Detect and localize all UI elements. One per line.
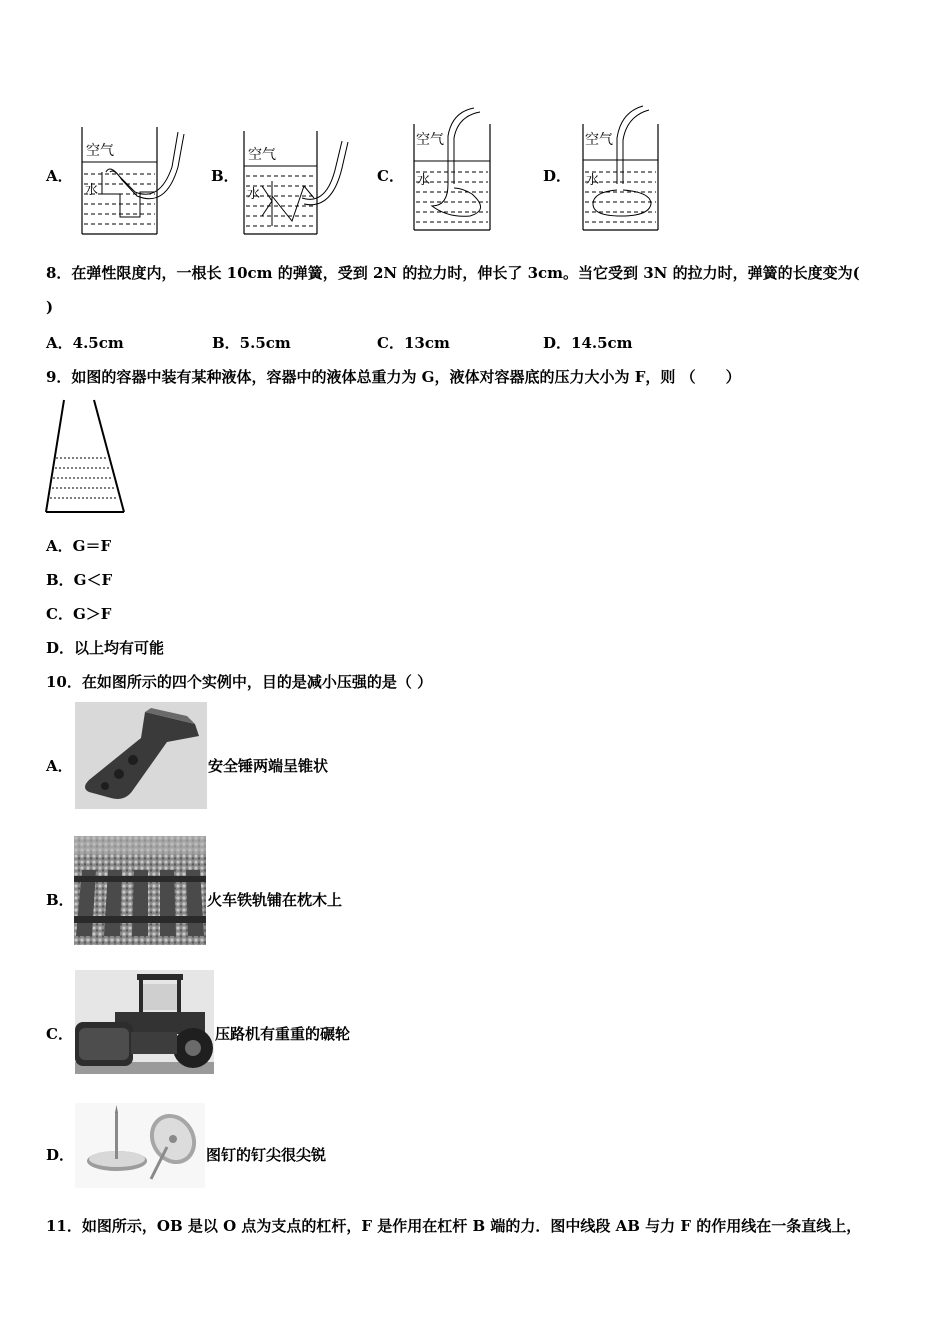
q9-option-c: C．G＞F <box>46 605 112 623</box>
q7-option-d-letter: D． <box>543 167 572 185</box>
thumbtack-photo <box>75 1103 205 1192</box>
q8-option-a: A．4.5cm <box>46 334 124 352</box>
q8-stem-line1: 8．在弹性限度内，一根长 10cm 的弹簧，受到 2N 的拉力时，伸长了 3cm。当它受到 3N 的拉力时，弹簧的长度变为( <box>46 264 860 282</box>
q11-stem: 11．如图所示，OB 是以 O 点为支点的杠杆，F 是作用在杠杆 B 端的力．图中线段 AB 与力 F 的作用线在一条直线上， <box>46 1217 862 1235</box>
q7-c-air-label: 空气 <box>416 132 444 148</box>
q7-b-air-label: 空气 <box>248 147 276 163</box>
railway-sleepers-photo <box>74 836 206 949</box>
safety-hammer-photo <box>75 702 207 813</box>
q7-b-water-label: 水 <box>247 187 261 202</box>
q10-option-c-caption: 压路机有重重的碾轮 <box>215 1025 351 1043</box>
q7-d-air-label: 空气 <box>585 132 613 148</box>
q9-container-diagram <box>44 398 128 516</box>
q9-option-a: A．G＝F <box>46 537 112 555</box>
q10-option-b-caption: 火车铁轨铺在枕木上 <box>207 891 343 909</box>
q10-option-d-letter: D． <box>46 1146 75 1164</box>
q10-option-d-caption: 图钉的钉尖很尖锐 <box>206 1146 327 1164</box>
q9-stem: 9．如图的容器中装有某种液体，容器中的液体总重力为 G，液体对容器底的压力大小为 F，则 （ ） <box>46 368 741 386</box>
q10-option-a-letter: A． <box>46 757 73 775</box>
q7-option-b-diagram <box>242 126 352 238</box>
q8-option-b: B．5.5cm <box>212 334 291 352</box>
q9-option-b: B．G＜F <box>46 571 113 589</box>
q7-d-water-label: 水 <box>586 173 600 188</box>
q10-stem: 10．在如图所示的四个实例中，目的是减小压强的是（ ） <box>46 673 433 691</box>
q7-a-air-label: 空气 <box>86 143 114 159</box>
q7-option-a-letter: A． <box>46 167 73 185</box>
q7-a-water-label: 水 <box>85 183 99 198</box>
q7-c-water-label: 水 <box>417 173 431 188</box>
q10-option-a-caption: 安全锤两端呈锥状 <box>208 757 329 775</box>
q7-option-b-letter: B． <box>211 167 239 185</box>
q7-option-a-diagram <box>80 122 190 237</box>
q7-option-c-letter: C． <box>377 167 404 185</box>
q9-option-d: D．以上均有可能 <box>46 639 165 657</box>
q8-option-c: C．13cm <box>377 334 450 352</box>
q7-option-d-diagram <box>581 104 663 234</box>
road-roller-photo <box>75 970 214 1078</box>
q10-option-b-letter: B． <box>46 891 74 909</box>
q8-stem-line2: ) <box>46 298 54 316</box>
q7-option-c-diagram <box>412 106 494 234</box>
q10-option-c-letter: C． <box>46 1025 73 1043</box>
q8-option-d: D．14.5cm <box>543 334 633 352</box>
